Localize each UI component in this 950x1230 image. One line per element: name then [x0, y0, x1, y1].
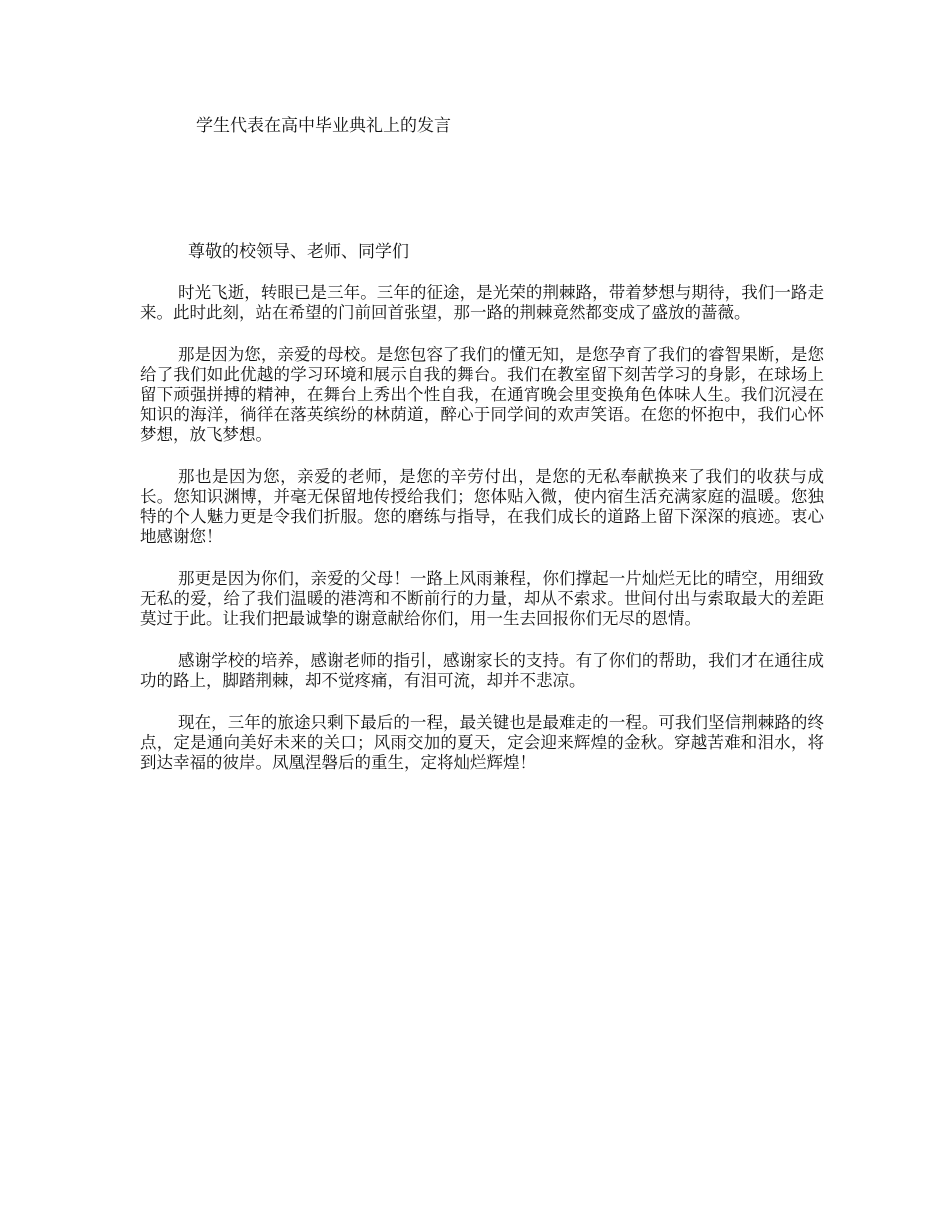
- speech-body: [140, 283, 824, 795]
- document-title: 学生代表在高中毕业典礼上的发言: [196, 116, 451, 136]
- greeting-line: 尊敬的校领导、老师、同学们: [188, 242, 409, 262]
- paragraph-5: 感谢学校的培养，感谢老师的指引，感谢家长的支持。有了你们的帮助，我们才在通往成功的路上，脚踏荆棘，却不觉疼痛，有泪可流，却并不悲凉。: [140, 651, 824, 690]
- paragraph-6: 现在，三年的旅途只剩下最后的一程，最关键也是最难走的一程。可我们坚信荆棘路的终点，定是通向美好未来的关口；风雨交加的夏天，定会迎来辉煌的金秋。穿越苦难和泪水，将到达幸福的彼岸。凤凰涅磐后的重生，定将灿烂辉煌！: [140, 713, 824, 772]
- paragraph-4: 那更是因为你们，亲爱的父母！一路上风雨兼程，你们撑起一片灿烂无比的晴空，用细致无私的爱，给了我们温暖的港湾和不断前行的力量，却从不索求。世间付出与索取最大的差距莫过于此。让我们把最诚挚的谢意献给你们，用一生去回报你们无尽的恩情。: [140, 569, 824, 628]
- paragraph-2: 那是因为您，亲爱的母校。是您包容了我们的懂无知，是您孕育了我们的睿智果断，是您给了我们如此优越的学习环境和展示自我的舞台。我们在教室留下刻苦学习的身影，在球场上留下顽强拼搏的精神，在舞台上秀出个性自我，在通宵晚会里变换角色体味人生。我们沉浸在知识的海洋，徜徉在落英缤纷的林荫道，醉心于同学间的欢声笑语。在您的怀抱中，我们心怀梦想，放飞梦想。: [140, 345, 824, 444]
- paragraph-3: 那也是因为您，亲爱的老师，是您的辛劳付出，是您的无私奉献换来了我们的收获与成长。您知识渊博，并毫无保留地传授给我们；您体贴入微，使内宿生活充满家庭的温暖。您独特的个人魅力更是令我们折服。您的磨练与指导，在我们成长的道路上留下深深的痕迹。衷心地感谢您！: [140, 467, 824, 546]
- paragraph-1: 时光飞逝，转眼已是三年。三年的征途，是光荣的荆棘路，带着梦想与期待，我们一路走来。此时此刻，站在希望的门前回首张望，那一路的荆棘竟然都变成了盛放的蔷薇。: [140, 283, 824, 322]
